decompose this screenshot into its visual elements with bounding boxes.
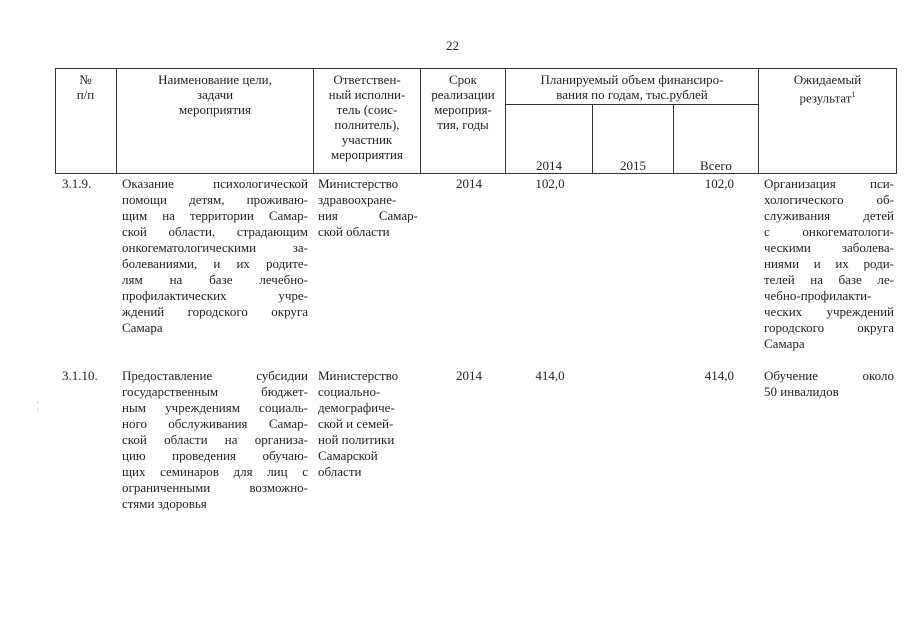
col-divider: [896, 68, 897, 174]
row-result-line: ческими заболева-: [764, 240, 894, 255]
row-value-total: 414,0: [704, 368, 734, 383]
row-responsible-line: Самарской: [318, 448, 378, 463]
row-responsible: [318, 176, 418, 240]
row-result-line: 50 инвалидов: [764, 384, 839, 399]
row-name-line: Самара: [122, 320, 163, 335]
row-name-line: онкогематологическими за-: [122, 240, 308, 255]
row-name: [122, 176, 308, 336]
row-responsible-line: здравоохране-: [318, 192, 397, 207]
row-number: 3.1.9.: [62, 176, 92, 191]
row-result-line: телей на базе ле-: [764, 272, 894, 287]
row-number: 3.1.10.: [62, 368, 98, 383]
row-responsible-line: ной политики: [318, 432, 395, 447]
row-responsible-line: социально-: [318, 384, 381, 399]
row-result-line: Самара: [764, 336, 805, 351]
row-name-line: ного обслуживания Самар-: [122, 416, 308, 431]
header-top-border: [55, 68, 897, 69]
row-name-line: помощи детям, проживаю-: [122, 192, 308, 207]
row-value-2014: 102,0: [535, 176, 565, 191]
row-name-line: государственным бюджет-: [122, 384, 308, 399]
row-result-line: Организация пси-: [764, 176, 894, 191]
row-responsible-line: ния Самар-: [318, 208, 418, 223]
row-year: 2014: [456, 368, 482, 383]
row-name-line: ным учреждениям социаль-: [122, 400, 308, 415]
header-total: Всего: [700, 158, 732, 173]
scan-speck: [37, 409, 38, 410]
header-bottom-border: [55, 173, 897, 174]
header-2015: 2015: [620, 158, 646, 173]
row-result: [764, 176, 894, 352]
row-result-line: служивания детей: [764, 208, 894, 223]
row-responsible-line: области: [318, 464, 362, 479]
row-name-line: болеваниями, и их родите-: [122, 256, 308, 271]
header-2014: 2014: [536, 158, 562, 173]
row-name-line: ждений городского округа: [122, 304, 308, 319]
row-name: [122, 368, 308, 512]
row-name-line: Оказание психологической: [122, 176, 308, 191]
row-name-line: ской области, страдающим: [122, 224, 308, 239]
row-name-line: щих семинаров для лиц с: [122, 464, 308, 479]
row-result-line: с онкогематологи-: [764, 224, 894, 239]
row-name-line: цию проведения обучаю-: [122, 448, 308, 463]
row-name-line: лям на базе лечебно-: [122, 272, 308, 287]
row-name-line: стями здоровья: [122, 496, 207, 511]
row-result-line: Обучение около: [764, 368, 894, 383]
header-term: Срок реализации мероприя- тия, годы: [431, 72, 495, 132]
row-name-line: профилактических учре-: [122, 288, 308, 303]
header-result-text: Ожидаемый результат: [793, 72, 862, 106]
row-result-line: городского округа: [764, 320, 894, 335]
row-responsible: [318, 368, 418, 480]
row-name-line: ской области на организа-: [122, 432, 308, 447]
header-result-footnote: 1: [851, 90, 856, 99]
header-num: № п/п: [76, 72, 95, 102]
row-name-line: Предоставление субсидии: [122, 368, 308, 383]
row-result: [764, 368, 894, 400]
row-responsible-line: Министерство: [318, 368, 399, 383]
row-result-line: хологического об-: [764, 192, 894, 207]
header-financing: Планируемый объем финансиро- вания по годам, тыс.рублей: [540, 72, 724, 102]
header-name: Наименование цели, задачи мероприятия: [158, 72, 272, 117]
financing-subheader-border: [505, 104, 758, 105]
row-name-line: щим на территории Самар-: [122, 208, 308, 223]
row-year: 2014: [456, 176, 482, 191]
scan-speck: [37, 402, 38, 403]
row-responsible-line: демографиче-: [318, 400, 395, 415]
row-value-2014: 414,0: [535, 368, 565, 383]
row-responsible-line: ской и семей-: [318, 416, 394, 431]
header-responsible: Ответствен- ный исполни- тель (соис- полнитель), участник мероприятия: [328, 72, 406, 162]
table-header: [55, 68, 897, 174]
row-name-line: ограниченными возможно-: [122, 480, 308, 495]
row-value-total: 102,0: [704, 176, 734, 191]
row-result-line: ниями и их роди-: [764, 256, 894, 271]
row-responsible-line: ской области: [318, 224, 390, 239]
header-result: [759, 72, 896, 105]
page-number: 22: [446, 38, 459, 53]
row-responsible-line: Министерство: [318, 176, 399, 191]
row-result-line: чебно-профилакти-: [764, 288, 872, 303]
row-result-line: ческих учреждений: [764, 304, 894, 319]
